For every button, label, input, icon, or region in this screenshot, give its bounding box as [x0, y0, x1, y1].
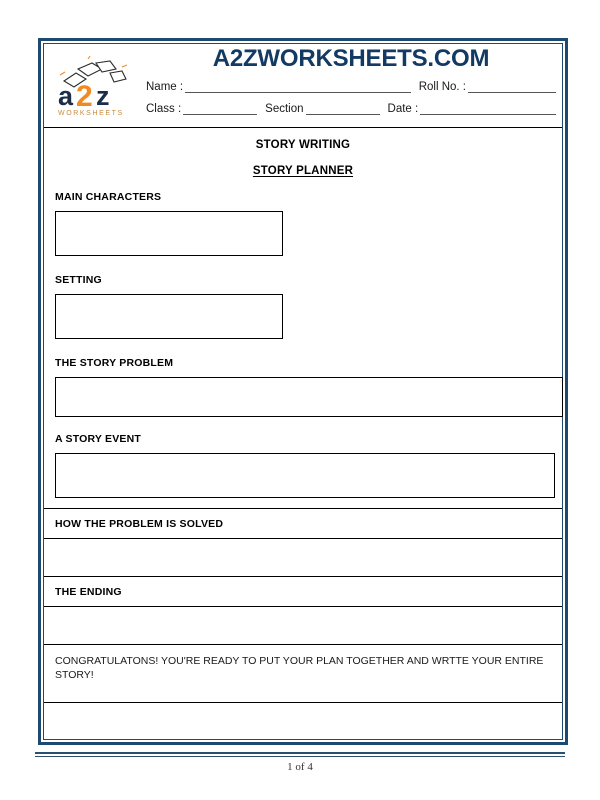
class-input[interactable] [183, 103, 257, 115]
section-setting [44, 274, 562, 339]
section-input[interactable] [306, 103, 380, 115]
title-block [44, 128, 562, 177]
section-label-setting: SETTING [55, 274, 102, 286]
answer-box-story-event[interactable] [55, 453, 555, 498]
svg-text:a: a [58, 80, 74, 111]
section-story-event [44, 433, 562, 498]
roll-no-input[interactable] [468, 81, 556, 93]
section-label-story-event: A STORY EVENT [55, 433, 142, 445]
answer-box-story-problem[interactable] [55, 377, 563, 417]
closing-note-row [44, 645, 562, 703]
date-input[interactable] [420, 103, 556, 115]
section-label-main-characters: MAIN CHARACTERS [55, 191, 162, 203]
worksheet-frame [38, 38, 568, 745]
a2z-worksheets-logo-icon [52, 55, 136, 117]
ruled-sections-table [44, 508, 562, 703]
answer-row-problem-solved[interactable] [44, 539, 562, 577]
name-input[interactable] [185, 81, 411, 93]
svg-text:z: z [96, 80, 110, 111]
class-section-date-row [140, 93, 556, 115]
site-title: A2ZWORKSHEETS.COM [212, 45, 490, 72]
closing-note-text: CONGRATULATONS! YOU'RE READY TO PUT YOUR PLAN TOGETHER AND WRTTE YOUR ENTIRE STORY! [55, 655, 544, 682]
answer-row-ending[interactable] [44, 607, 562, 645]
answer-box-setting[interactable] [55, 294, 283, 339]
name-roll-row [140, 71, 556, 93]
spacer [44, 498, 562, 508]
roll-no-label: Roll No. : [418, 81, 466, 94]
section-row-problem-solved [44, 509, 562, 539]
section-label: Section [265, 103, 304, 116]
spacer [44, 417, 562, 433]
answer-box-main-characters[interactable] [55, 211, 283, 256]
section-label-problem-solved: HOW THE PROBLEM IS SOLVED [55, 517, 224, 530]
page-subtitle: STORY PLANNER [252, 165, 354, 177]
spacer [44, 256, 562, 274]
page-title: STORY WRITING [255, 139, 351, 151]
worksheet-frame-inner [43, 43, 563, 740]
brand-logo [44, 44, 140, 127]
worksheet-header [44, 44, 562, 128]
header-right [140, 44, 562, 127]
name-label: Name : [146, 81, 184, 94]
class-label: Class : [146, 103, 182, 116]
section-main-characters [44, 177, 562, 256]
svg-text:2: 2 [76, 79, 93, 113]
section-label-story-problem: THE STORY PROBLEM [55, 357, 174, 369]
date-label: Date : [387, 103, 419, 116]
svg-text:WORKSHEETS: WORKSHEETS [58, 109, 124, 117]
page-footer [0, 752, 600, 773]
section-label-ending: THE ENDING [55, 585, 122, 598]
worksheet-sections [44, 177, 562, 739]
section-row-ending [44, 577, 562, 607]
footer-divider [35, 752, 565, 757]
page-indicator: 1 of 4 [287, 761, 313, 773]
section-story-problem [44, 357, 562, 417]
spacer [44, 339, 562, 357]
